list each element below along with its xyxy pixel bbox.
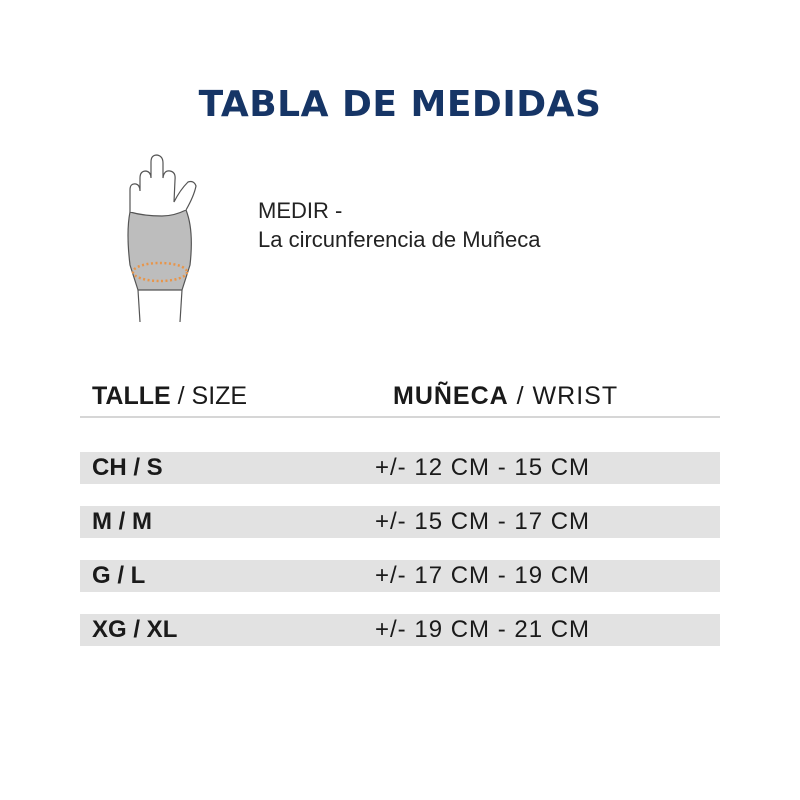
wrist-cell: +/- 15 CM - 17 CM bbox=[375, 508, 591, 535]
wrist-cell: +/- 19 CM - 21 CM bbox=[375, 616, 591, 643]
page-title: TABLA DE MEDIDAS bbox=[198, 84, 602, 125]
size-cell: M / M bbox=[92, 508, 152, 535]
wrist-column-header bbox=[393, 382, 618, 411]
size-cell: G / L bbox=[92, 562, 146, 589]
table-row bbox=[80, 614, 720, 646]
size-cell: CH / S bbox=[92, 454, 163, 481]
table-row bbox=[80, 560, 720, 592]
header-divider bbox=[80, 416, 720, 418]
hand-wrist-illustration bbox=[118, 150, 210, 328]
hand-icon bbox=[118, 150, 210, 328]
size-cell: XG / XL bbox=[92, 616, 178, 643]
wrist-header-bold: MUÑECA bbox=[393, 382, 509, 410]
size-column-header bbox=[92, 382, 247, 411]
measure-description: La circunferencia de Muñeca bbox=[258, 227, 541, 252]
size-header-bold: TALLE bbox=[92, 382, 171, 410]
wrist-cell: +/- 17 CM - 19 CM bbox=[375, 562, 591, 589]
measure-title: MEDIR - bbox=[258, 198, 343, 223]
size-header-rest: / SIZE bbox=[170, 382, 248, 410]
wrist-cell: +/- 12 CM - 15 CM bbox=[375, 454, 591, 481]
table-row bbox=[80, 506, 720, 538]
measure-instruction bbox=[258, 196, 541, 254]
wrist-header-rest: / WRIST bbox=[508, 382, 619, 410]
table-row bbox=[80, 452, 720, 484]
size-table-body bbox=[80, 452, 720, 668]
table-header bbox=[80, 382, 720, 418]
